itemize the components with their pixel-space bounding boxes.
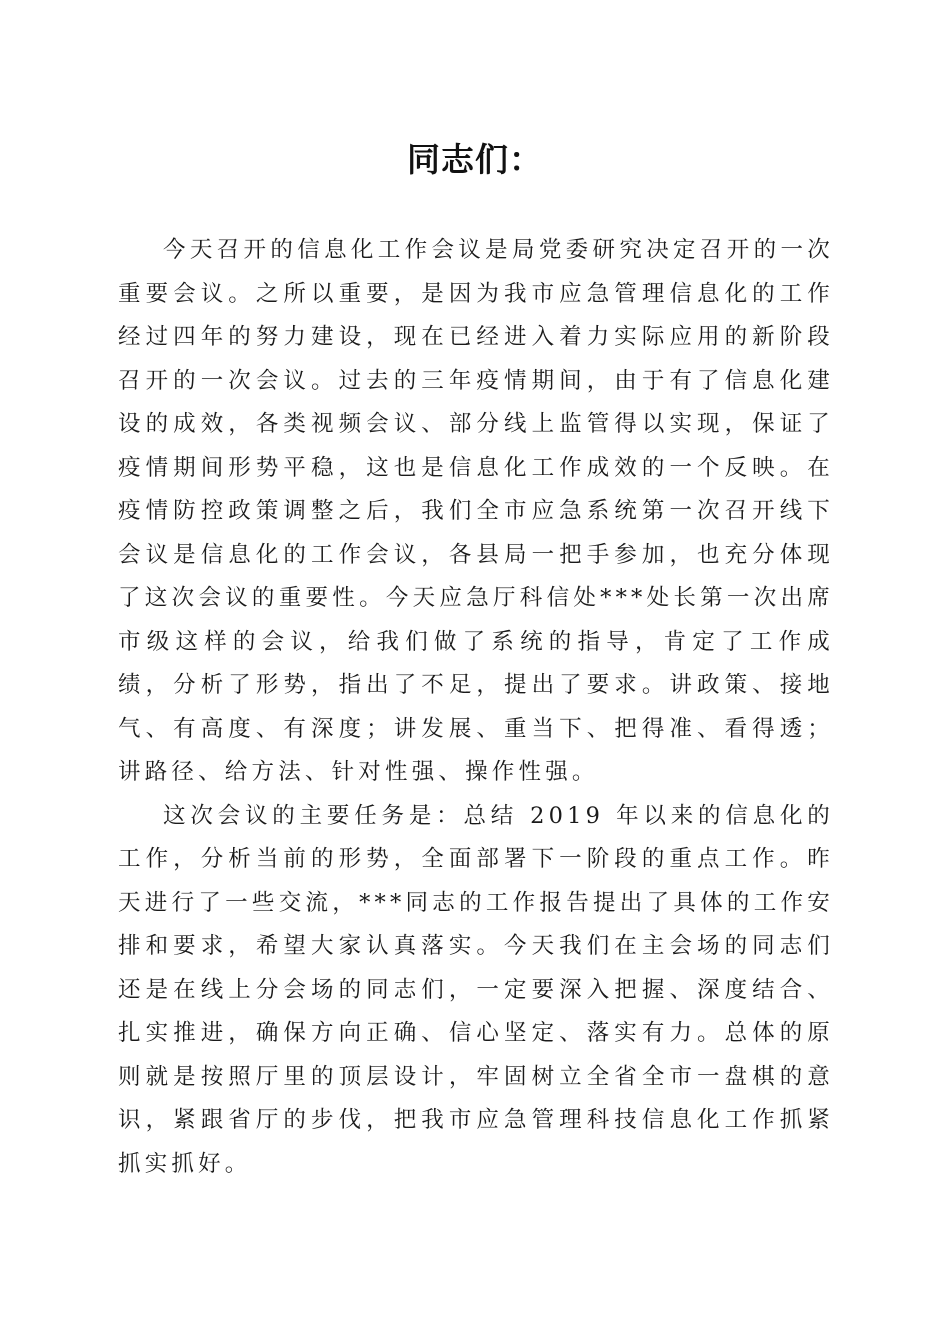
document-body: [118, 229, 834, 1186]
document-title: 同志们：: [407, 140, 543, 179]
paragraph-2: 这次会议的主要任务是：总结 2019 年以来的信息化的工作，分析当前的形势，全面部署下一阶段的重点工作。昨天进行了一些交流，***同志的工作报告提出了具体的工作安排和要求，希望大家认真落实。今天我们在主会场的同志们还是在线上分会场的同志们，一定要深入把握、深度结合、扎实推进，确保方向正确、信心坚定、落实有力。总体的原则就是按照厅里的顶层设计，牢固树立全省全市一盘棋的意识，紧跟省厅的步伐，把我市应急管理科技信息化工作抓紧抓实抓好。: [118, 802, 834, 1177]
paragraph-1: 今天召开的信息化工作会议是局党委研究决定召开的一次重要会议。之所以重要，是因为我市应急管理信息化的工作经过四年的努力建设，现在已经进入着力实际应用的新阶段召开的一次会议。过去的三年疫情期间，由于有了信息化建设的成效，各类视频会议、部分线上监管得以实现，保证了疫情期间形势平稳，这也是信息化工作成效的一个反映。在疫情防控政策调整之后，我们全市应急系统第一次召开线下会议是信息化的工作会议，各县局一把手参加，也充分体现了这次会议的重要性。今天应急厅科信处***处长第一次出席市级这样的会议，给我们做了系统的指导，肯定了工作成绩，分析了形势，指出了不足，提出了要求。讲政策、接地气、有高度、有深度；讲发展、重当下、把得准、看得透；讲路径、给方法、针对性强、操作性强。: [118, 237, 834, 785]
